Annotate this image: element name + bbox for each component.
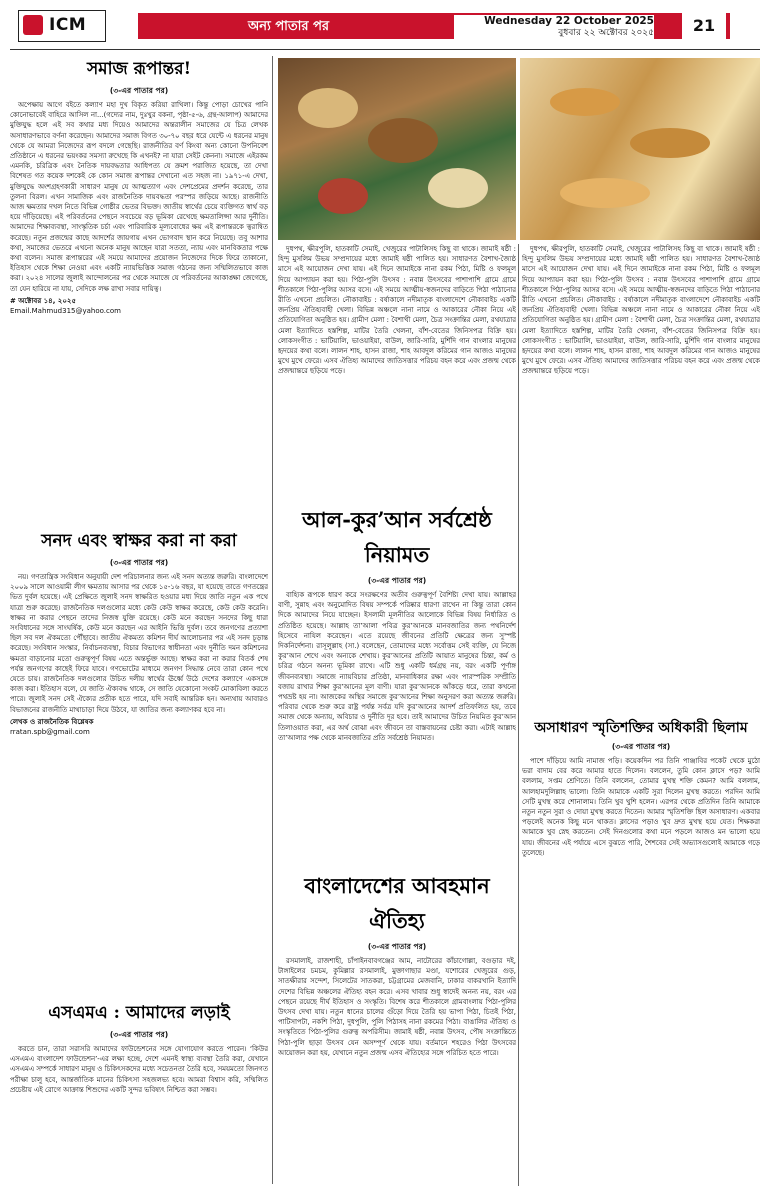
- logo-mark-icon: [23, 15, 43, 35]
- article-quran: [278, 486, 516, 866]
- date-bangla: বুধবার ২২ অক্টোবর ২০২৫: [558, 28, 654, 38]
- photo-pitha: [520, 58, 760, 240]
- column-divider: [272, 56, 273, 1184]
- date-english: Wednesday 22 October 2025: [484, 15, 654, 27]
- article-heritage: [278, 868, 516, 1186]
- section-title: অন্য পাতার পর: [248, 19, 330, 34]
- article-sma-body: করতে চান, তারা সরাসরি আমাদের ফাউন্ডেশনের সঙ্গে যোগাযোগ করতে পারেন। ‘কিউর এসএমএ বাংলাদেশ ফাউন্ডেশন’-এর লক্ষ্য হচ্ছে, দেশে এমনই স্বাস্থ্য ব্যবস্থা তৈরি করা, যেখানে এসএমএ সম্পর্কে সাধারণ মানুষ ও চিকিৎসকদের মধ্যে সচেতনতা তৈরি হবে, সময়মতো জিনগত পরীক্ষা চালু হবে, আন্তর্জাতিক মানের চিকিৎসা সহজলভ্য হবে। আমরা বিশ্বাস করি, সম্মিলিত প্রচেষ্টায় এই রোগে আক্রান্ত শিশুদের একটি সুন্দর ভবিষ্যৎ নিশ্চিত করা সম্ভব।: [10, 1045, 268, 1094]
- article-memory-body: পাশে দাঁড়িয়ে আমি নামাজ পড়ি। কয়েকদিন পর তিনি পাঞ্জাবির পকেট থেকে মুঠো ভরা বাদাম বের করে আমার হাতে দিলেন। বললেন, তুমি কোন ক্লাসে পড়? আমি বললাম, সপ্তম শ্রেণিতে। তিনি বললেন, তোমার মুখস্থ শক্তি কেমন? আমি বললাম, আলহামদুলিল্লাহ ভালো। তিনি আমাকে একটি সুরা দিলেন মুখস্থ করতে। পরদিন আমি সেটি মুখস্থ করে শোনালাম। তিনি খুব খুশি হলেন। এরপর থেকে প্রতিদিন তিনি আমাকে নতুন নতুন সুরা ও দোয়া মুখস্থ করতে দিতেন। আমার স্মৃতিশক্তি ছিল অসাধারণ। একবার পড়লেই অনেক কিছু মনে থাকত। ক্লাসের পড়াও খুব দ্রুত মুখস্থ হয়ে যেত। শিক্ষকরা আমাকে খুব স্নেহ করতেন। সেই দিনগুলোর কথা মনে পড়লে আজও মন ভালো হয়ে যায়। জীবনের এই পর্যায়ে এসে বুঝতে পারি, শৈশবের সেই অভ্যাসগুলোই আমাকে গড়ে তুলেছে।: [522, 757, 760, 857]
- article-social-title: সমাজ রূপান্তর!: [86, 59, 192, 79]
- article-memory-title: অসাধারণ স্মৃতিশক্তির অধিকারী ছিলাম: [534, 720, 748, 736]
- article-quran-intro-body: দুধপথ, ক্ষীরপুলি, হাতকাটি সেমাই, খেজুরের পাটালিসহ কিছু বা থাকে। জামাই ষষ্ঠী : হিন্দু মুসলিম উভয় সম্প্রদায়ের মধ্যে জামাই ষষ্ঠী পালিত হয়। সাধারণত বৈশাখ-জ্যৈষ্ঠ মাসে এই আয়োজন দেখা যায়। এই দিনে জামাইকে নানা রকম পিঠা, মিষ্টি ও ফলমূল দিয়ে আপ্যায়ন করা হয়। পিঠা-পুলি উৎসব : নবান্ন উৎসবের পাশাপাশি গ্রামে গ্রামে শীতকালে পিঠা-পুলির আসর বসে। এই সময়ে আত্মীয়-স্বজনদের বাড়িতে পিঠা পাঠানোর রীতি এখনো প্রচলিত। নৌকাবাইচ : বর্ষাকালে নদীমাতৃক বাংলাদেশে নৌকাবাইচ একটি জনপ্রিয় ঐতিহ্যবাহী খেলা। বিভিন্ন অঞ্চলে নানা নামে ও আকারের নৌকা নিয়ে এই প্রতিযোগিতা অনুষ্ঠিত হয়। গ্রামীণ মেলা : বৈশাখী মেলা, চৈত্র সংক্রান্তির মেলা, রথযাত্রার মেলা ইত্যাদিতে হস্তশিল্প, মাটির তৈরি খেলনা, বাঁশ-বেতের জিনিসপত্র বিক্রি হয়। লোকসংগীত : ভাটিয়ালি, ভাওয়াইয়া, বাউল, জারি-সারি, মুর্শিদি গান বাংলার মানুষের হৃদয়ের কথা বলে। লালন শাহ, হাসন রাজা, শাহ আবদুল করিমের গান আজও মানুষের মুখে মুখে ফেরে। এসব ঐতিহ্য আমাদের জাতিসত্তার পরিচয় বহন করে এবং প্রজন্ম থেকে প্রজন্মান্তরে ছড়িয়ে পড়ে।: [278, 245, 516, 376]
- article-social-byline: # অক্টোবর ১৪, ২০২৫: [10, 296, 76, 305]
- newspaper-logo[interactable]: [18, 10, 106, 42]
- logo-text: ICM: [49, 15, 87, 35]
- article-social-continued: (৩-এর পাতার পর): [109, 86, 169, 95]
- page-number: 21: [682, 13, 726, 39]
- article-heritage-body: রসমালাই, রাজশাহী, চাঁপাইনবাবগঞ্জের আম, নাটোরের কাঁচাগোল্লা, বগুড়ার দই, টাঙ্গাইলের চমচম, কুমিল্লার রসমালাই, মুক্তাগাছার মণ্ডা, যশোরের খেজুরের গুড়, সাতক্ষীরার সন্দেশ, সিলেটের সাতকরা, চট্টগ্রামের মেজবানি, ঢাকার বাকরখানি ইত্যাদি দেশের বিভিন্ন অঞ্চলের ঐতিহ্য বহন করে। এসব খাবার শুধু স্বাদেই অনন্য নয়, বরং এর পেছনে রয়েছে দীর্ঘ ইতিহাস ও সংস্কৃতি। বিশেষ করে শীতকালে গ্রামবাংলায় পিঠা-পুলির উৎসব দেখা যায়। নতুন ধানের চালের গুঁড়ো দিয়ে তৈরি হয় ভাপা পিঠা, চিতই পিঠা, পাটিসাপটা, নকশি পিঠা, দুধপুলি, পুলি পিঠাসহ নানা রকমের পিঠা। বাঙালির ঐতিহ্য ও সংস্কৃতিতে পিঠা-পুলির গুরুত্ব অপরিসীম। জামাই ষষ্ঠী, নবান্ন উৎসব, পৌষ সংক্রান্তিতে পিঠা-পুলি ছাড়া উৎসব যেন অসম্পূর্ণ থেকে যায়। বর্তমানে শহরেও পিঠা উৎসবের আয়োজন করা হয়, যেখানে নতুন প্রজন্ম এসব ঐতিহ্যের সঙ্গে পরিচিত হতে পারে।: [278, 957, 516, 1057]
- photo-traditional-food: [278, 58, 516, 240]
- article-consent-continued: (৩-এর পাতার পর): [109, 558, 169, 567]
- date-block: [454, 15, 654, 41]
- article-heritage-cont-body: দুধপথ, ক্ষীরপুলি, হাতকাটি সেমাই, খেজুরের পাটালিসহ কিছু বা থাকে। জামাই ষষ্ঠী : হিন্দু মুসলিম উভয় সম্প্রদায়ের মধ্যে জামাই ষষ্ঠী পালিত হয়। সাধারণত বৈশাখ-জ্যৈষ্ঠ মাসে এই আয়োজন দেখা যায়। এই দিনে জামাইকে নানা রকম পিঠা, মিষ্টি ও ফলমূল দিয়ে আপ্যায়ন করা হয়। পিঠা-পুলি উৎসব : নবান্ন উৎসবের পাশাপাশি গ্রামে গ্রামে শীতকালে পিঠা-পুলির আসর বসে। এই সময়ে আত্মীয়-স্বজনদের বাড়িতে পিঠা পাঠানোর রীতি এখনো প্রচলিত। নৌকাবাইচ : বর্ষাকালে নদীমাতৃক বাংলাদেশে নৌকাবাইচ একটি জনপ্রিয় ঐতিহ্যবাহী খেলা। বিভিন্ন অঞ্চলে নানা নামে ও আকারের নৌকা নিয়ে এই প্রতিযোগিতা অনুষ্ঠিত হয়। গ্রামীণ মেলা : বৈশাখী মেলা, চৈত্র সংক্রান্তির মেলা, রথযাত্রার মেলা ইত্যাদিতে হস্তশিল্প, মাটির তৈরি খেলনা, বাঁশ-বেতের জিনিসপত্র বিক্রি হয়। লোকসংগীত : ভাটিয়ালি, ভাওয়াইয়া, বাউল, জারি-সারি, মুর্শিদি গান বাংলার মানুষের হৃদয়ের কথা বলে। লালন শাহ, হাসন রাজা, শাহ আবদুল করিমের গান আজও মানুষের মুখে মুখে ফেরে। এসব ঐতিহ্য আমাদের জাতিসত্তার পরিচয় বহন করে এবং প্রজন্ম থেকে প্রজন্মান্তরে ছড়িয়ে পড়ে।: [522, 245, 760, 376]
- article-sma: [10, 990, 268, 1186]
- column-divider-2: [518, 244, 519, 1186]
- article-sma-continued: (৩-এর পাতার পর): [109, 1030, 169, 1039]
- article-consent: [10, 524, 268, 984]
- article-consent-body: নয়। গণতান্ত্রিক সংবিধান অনুযায়ী দেশ পরিচালনার জন্য এই সনদ অত্যন্ত জরুরি। বাংলাদেশে ২০০৯ সালে আওয়ামী লীগ ক্ষমতায় আসার পর থেকে ১৫-১৬ বছর, যা হয়েছে তাতে গণতন্ত্রের ভিত দুর্বল হয়েছে। এই প্রেক্ষিতে জুলাই সনদ স্বাক্ষরিত হওয়ার মধ্য দিয়ে জাতি নতুন এক পথে যাত্রা শুরু করেছে। রাজনৈতিক দলগুলোর মধ্যে কেউ কেউ স্বাক্ষর করেছে, কেউ কেউ করেনি। স্বাক্ষর না করার পেছনে তাদের নিজস্ব যুক্তি রয়েছে। কেউ মনে করছেন সনদের কিছু ধারা সংবিধানের সঙ্গে সাংঘর্ষিক, কেউ মনে করছেন এর আইনি ভিত্তি দুর্বল। তবে জনগণের প্রত্যাশা ছিল সব দল ঐকমত্যে পৌঁছাবে। জাতীয় ঐকমত্য কমিশন দীর্ঘ আলোচনার পর এই সনদ চূড়ান্ত করেছে। সংবিধান সংস্কার, নির্বাচনব্যবস্থা, বিচার বিভাগের স্বাধীনতা এবং দুর্নীতি দমন কমিশনের ক্ষমতা বাড়ানোর মতো গুরুত্বপূর্ণ বিষয় এতে অন্তর্ভুক্ত আছে। স্বাক্ষর করা না করার বিতর্ক শেষ পর্যন্ত জনগণের কাছেই ফিরে যাবে। গণভোটের মাধ্যমে জনগণ সিদ্ধান্ত নেবে তারা কোন পথে যেতে চায়। রাজনৈতিক দলগুলোর উচিত দলীয় স্বার্থের ঊর্ধ্বে উঠে দেশের কল্যাণে একসঙ্গে কাজ করা। ইতিহাস বলে, যে জাতি ঐক্যবদ্ধ থাকে, সে জাতি যেকোনো সংকট মোকাবিলা করতে পারে। জুলাই সনদ সেই ঐক্যের প্রতীক হতে পারে, যদি সবাই আন্তরিক হন। অন্যথায় আবারও বিভাজনের রাজনীতি মাথাচাড়া দিয়ে উঠবে, যা জাতির জন্য কল্যাণকর হবে না।: [10, 573, 268, 714]
- header-divider: [10, 49, 760, 50]
- article-heritage-cont: [522, 244, 760, 708]
- article-consent-email[interactable]: rratan.spb@gmail.com: [10, 727, 90, 736]
- article-memory: [522, 712, 760, 1186]
- article-sma-title: এসএমএ : আমাদের লড়াই: [48, 1003, 230, 1023]
- article-quran-intro: [278, 244, 516, 482]
- article-social: [10, 56, 268, 518]
- article-heritage-continued: (৩-এর পাতার পর): [367, 942, 427, 951]
- article-quran-continued: (৩-এর পাতার পর): [367, 576, 427, 585]
- article-social-body: অপেক্ষায় আগে বইতে কল্যাণ মহা দুখ বিকৃত করিয়া রাখিলা। কিন্তু পোড়া চোখের পানি কোনোভাবেই বাহিরে আসিল না...(গদ্যের নাম, দুঃখুর বকনা, পৃষ্ঠা-৫-৬, গ্রন্থ-আলাপ) আমাদের মুক্তিযুদ্ধ হলে এই সব কথার মধ্য দিয়েও আমাদের অন্তরালীন সমাজের যে চিত্র লেখক অসাধারণভাবে বর্ণনা করেছেন। আমাদের সমাজ বিগত ৩০-৭০ বছর ধরে যেন্টে এ ধরনের মানুষ থেকে যে আমরা নিজেদের রূপ বদলে গেছেছি। রাজনীতির বর্ণ কিংবা অন্য কোনো উপনিবেশ প্রতিষ্ঠানে এ ধরনের ভয়ংকর সমস্যা রুখেছে কি এখনই? না যারা সেইট কেননা। সমাজে এইরকম এমনকি, চরিত্রিক এবং নৈতিক দায়বদ্ধতার আধিপত্য যে ক্রমশ পরাজিত হয়েছে, তা দেখা বিশেষত গত কয়েক দশকেই কে কোন সমাজ রূপান্তর দেখানো এত সহজ না। ১৯৭১-এ দেখা, মুক্তিযুদ্ধে অংশগ্রহণকারী সাধারণ মানুষ যে আত্মত্যাগ এবং দেশপ্রেমের প্রদর্শন করেছে, তার তুলনা বিরল। এখন সামাজিক এবং রাজনৈতিক দায়বদ্ধতা পরস্পর জড়িয়ে আছে। রাজনীতি আজ ক্ষমতার দখল নিতে বিভিন্ন গোষ্ঠীর ভেতর বিভক্ত। জাতীয় স্বার্থের চেয়ে ব্যক্তিগত স্বার্থ বড় হয়ে দাঁড়িয়েছে। এই পরিবর্তনের পেছনে সবচেয়ে বড় ভূমিকা রেখেছে ক্ষমতালিপ্সা আর দুর্নীতি। আমাদের শিক্ষাব্যবস্থা, সাংস্কৃতিক চর্চা এবং পারিবারিক মূল্যবোধের ক্ষয় এই রূপান্তরকে ত্বরান্বিত করেছে। নতুন প্রজন্মের কাছে আদর্শের জায়গায় এখন ভোগবাদ স্থান করে নিয়েছে। তবু আশার কথা, সমাজের ভেতরে এখনো অনেক মানুষ আছেন যারা সততা, ন্যায় এবং মানবিকতার পক্ষে কথা বলেন। সমাজ রূপান্তরের এই সময়ে আমাদের প্রয়োজন নিজেদের দিকে ফিরে তাকানো, ইতিহাস থেকে শিক্ষা নেওয়া এবং একটি ন্যায়ভিত্তিক সমাজ গঠনের জন্য সম্মিলিতভাবে কাজ করা। ২০২৪ সালের জুলাই আন্দোলনের পর থেকে সমাজে যে পরিবর্তনের আকাঙ্ক্ষা জেগেছে, তা যেন হারিয়ে না যায়, সেদিকে লক্ষ রাখা সবার দায়িত্ব।: [10, 101, 268, 293]
- article-memory-continued: (৩-এর পাতার পর): [611, 742, 671, 751]
- article-heritage-title: বাংলাদেশের আবহমান ঐতিহ্য: [304, 873, 490, 933]
- article-quran-body: বাহ্যিক রূপকে ধারণ করে সংরক্ষণের অতীব গুরুত্বপূর্ণ বৈশিষ্ট্য দেখা যায়। আল্লাহর বাণী, সুন্নাহ এবং অনুমোদিত বিষয় সম্পর্কে পরিষ্কার ধারণা রাখেন না কিন্তু তারা কোন দিকে আমাদের নিয়ে যাচ্ছেন। ইসলামী মূলনীতির আলোকে বিভিন্ন বিষয় নির্ধারিত ও প্রতিষ্ঠিত হয়েছে। আল্লাহ তা’আলা পবিত্র কুর’আনকে মানবজাতির জন্য পথনির্দেশ হিসেবে নাযিল করেছেন। এতে রয়েছে জীবনের প্রতিটি ক্ষেত্রের জন্য সুস্পষ্ট দিকনির্দেশনা। রাসূলুল্লাহ (সা.) বলেছেন, তোমাদের মধ্যে সর্বোত্তম সেই ব্যক্তি, যে নিজে কুর’আন শেখে এবং অন্যকে শেখায়। কুর’আনের প্রতিটি আয়াত মানুষের চিন্তা, কর্ম ও চরিত্র গঠনে অনন্য ভূমিকা রাখে। এটি শুধু একটি ধর্মগ্রন্থ নয়, বরং একটি পূর্ণাঙ্গ জীবনব্যবস্থা। সমাজে ন্যায়বিচার প্রতিষ্ঠা, মানবাধিকার রক্ষা এবং পারস্পরিক সম্প্রীতি বজায় রাখার শিক্ষা কুর’আনের মূল বাণী। যারা কুর’আনকে আঁকড়ে ধরে, তারা কখনো পথভ্রষ্ট হয় না। আজকের অস্থির সমাজে কুর’আনের শিক্ষা অনুসরণ করা অত্যন্ত জরুরি। পরিবার থেকে শুরু করে রাষ্ট্র পর্যন্ত সর্বত্র যদি কুর’আনের আদর্শ প্রতিফলিত হয়, তবে সমাজ থেকে অন্যায়, অবিচার ও দুর্নীতি দূর হবে। তাই আমাদের উচিত নিয়মিত কুর’আন তিলাওয়াত করা, এর অর্থ বোঝা এবং জীবনে তা বাস্তবায়নের চেষ্টা করা। এটাই আল্লাহ তা’আলার পক্ষ থেকে মানবজাতির প্রতি সর্বশ্রেষ্ঠ নিয়ামত।: [278, 591, 516, 742]
- article-quran-title: আল-কুর’আন সর্বশ্রেষ্ঠ নিয়ামত: [302, 507, 492, 567]
- article-social-email[interactable]: Email.Mahmud315@yahoo.com: [10, 306, 121, 315]
- page-header: [0, 0, 770, 50]
- article-consent-byline: লেখক ও রাজনৈতিক বিশ্লেষক: [10, 717, 94, 726]
- article-consent-title: সনদ এবং স্বাক্ষর করা না করা: [41, 531, 237, 551]
